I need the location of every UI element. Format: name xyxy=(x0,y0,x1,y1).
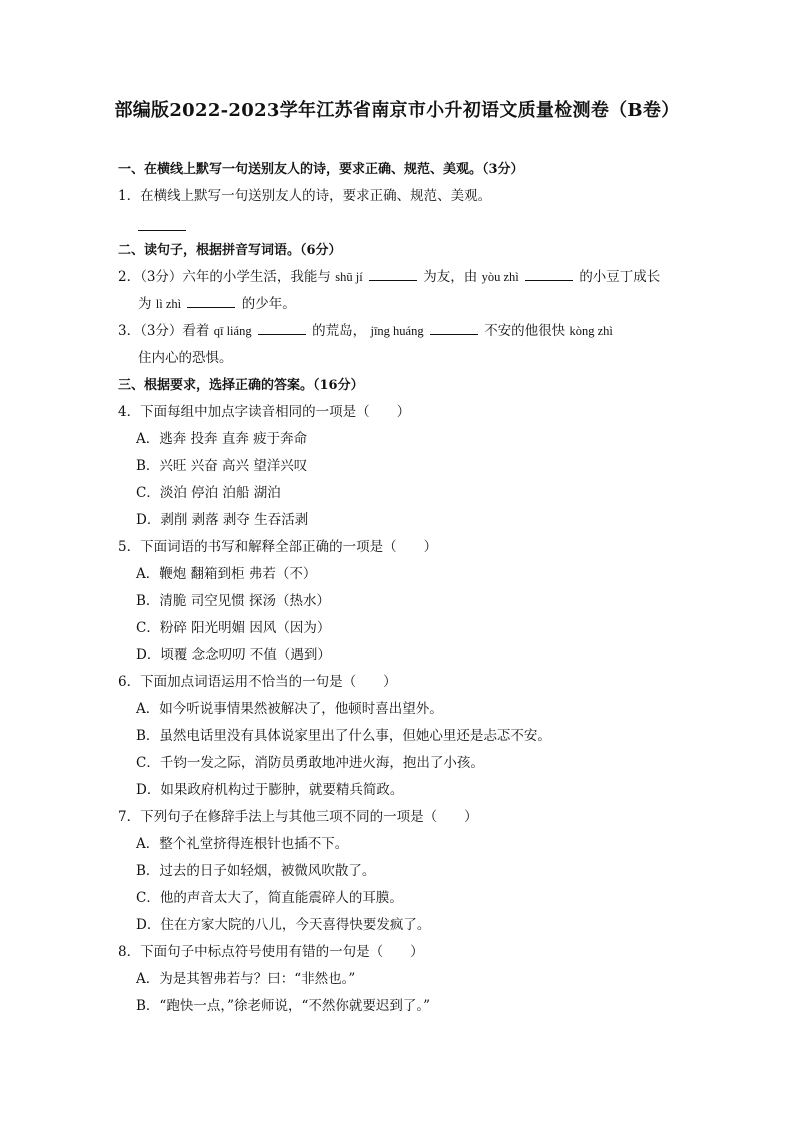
answer-blank-row xyxy=(118,210,678,237)
q3-text-c: 不安的他很快 xyxy=(484,323,566,339)
q2-pinyin-3: lì zhì xyxy=(155,297,182,311)
q6-option-a: A．如今听说事情果然被解决了，他顿时喜出望外。 xyxy=(136,701,443,717)
q3-blank-2 xyxy=(430,320,478,335)
section-heading-3: 三、根据要求，选择正确的答案。（16分） xyxy=(118,377,364,393)
question-3-line-2 xyxy=(118,345,678,372)
question-1: 1．在横线上默写一句送别友人的诗，要求正确、规范、美观。 xyxy=(118,188,492,204)
q3-pinyin-2: jīng huáng xyxy=(370,324,424,338)
q5-option-c: C．粉碎 阳光明媚 因风（因为） xyxy=(136,620,331,636)
q3-text-b: 的荒岛， xyxy=(312,323,367,339)
question-2-line-2 xyxy=(118,291,678,318)
q2-blank-1 xyxy=(369,266,417,281)
q4-option-a: A．逃奔 投奔 直奔 疲于奔命 xyxy=(136,431,308,447)
q8-option-b: B．“跑快一点，”徐老师说，“不然你就要迟到了。” xyxy=(136,998,431,1014)
q5-option-d: D．顷覆 念念叨叨 不值（遇到） xyxy=(136,647,331,663)
q3-text-d: 住内心的恐惧。 xyxy=(138,350,233,366)
page-title: 部编版2022-2023学年江苏省南京市小升初语文质量检测卷（B卷） xyxy=(114,100,680,121)
section-heading-2: 二、读句子，根据拼音写词语。（6分） xyxy=(118,242,342,258)
question-8: 8．下面句子中标点符号使用有错的一句是（ ） xyxy=(118,944,424,960)
q4-option-c: C．淡泊 停泊 泊船 湖泊 xyxy=(136,485,281,501)
q7-option-b: B．过去的日子如轻烟，被微风吹散了。 xyxy=(136,863,376,879)
question-3-line-1 xyxy=(118,318,678,345)
q7-option-d: D．住在方家大院的八儿，今天喜得快要发疯了。 xyxy=(136,917,431,933)
question-5: 5．下面词语的书写和解释全部正确的一项是（ ） xyxy=(118,539,438,555)
q6-option-d: D．如果政府机构过于膨肿，就要精兵简政。 xyxy=(136,782,404,798)
q4-option-d: D．剥削 剥落 剥夺 生吞活剥 xyxy=(136,512,309,528)
q7-option-a: A．整个礼堂挤得连根针也插不下。 xyxy=(136,836,349,852)
q3-text-a: 3．（3分）看着 xyxy=(118,323,210,339)
q4-option-b: B．兴旺 兴奋 高兴 望洋兴叹 xyxy=(136,458,308,474)
q2-pinyin-1: shū jí xyxy=(335,270,363,284)
exam-content xyxy=(118,156,678,1020)
q5-option-b: B．清脆 司空见惯 探汤（热水） xyxy=(136,593,331,609)
q6-option-b: B．虽然电话里没有具体说家里出了什么事，但她心里还是忐忑不安。 xyxy=(136,728,551,744)
q2-text-a: 2．（3分）六年的小学生活，我能与 xyxy=(118,269,331,285)
q5-option-a: A．鞭炮 翻箱到柜 弗若（不） xyxy=(136,566,317,582)
answer-blank-line xyxy=(138,216,186,231)
question-7: 7．下列句子在修辞手法上与其他三项不同的一项是（ ） xyxy=(118,809,478,825)
q2-text-c: 的小豆丁成长 xyxy=(579,269,661,285)
q2-pinyin-2: yòu zhì xyxy=(481,270,519,284)
q7-option-c: C．他的声音太大了，简直能震碎人的耳膜。 xyxy=(136,890,403,906)
section-heading-1: 一、在横线上默写一句送别友人的诗，要求正确、规范、美观。（3分） xyxy=(118,161,524,177)
question-2-line-1 xyxy=(118,264,678,291)
q3-pinyin-3: kòng zhì xyxy=(569,324,613,338)
q6-option-c: C．千钧一发之际，消防员勇敢地冲进火海，抱出了小孩。 xyxy=(136,755,484,771)
q2-blank-3 xyxy=(187,293,235,308)
question-6: 6．下面加点词语运用不恰当的一句是（ ） xyxy=(118,674,397,690)
q2-text-e: 的少年。 xyxy=(241,296,296,312)
q2-blank-2 xyxy=(525,266,573,281)
q3-blank-1 xyxy=(258,320,306,335)
question-4: 4．下面每组中加点字读音相同的一项是（ ） xyxy=(118,404,411,420)
q3-pinyin-1: qī liáng xyxy=(213,324,252,338)
q2-text-b: 为友，由 xyxy=(423,269,478,285)
q8-option-a: A．为是其智弗若与？曰：“非然也。” xyxy=(136,971,356,987)
q2-text-d: 为 xyxy=(138,296,152,312)
